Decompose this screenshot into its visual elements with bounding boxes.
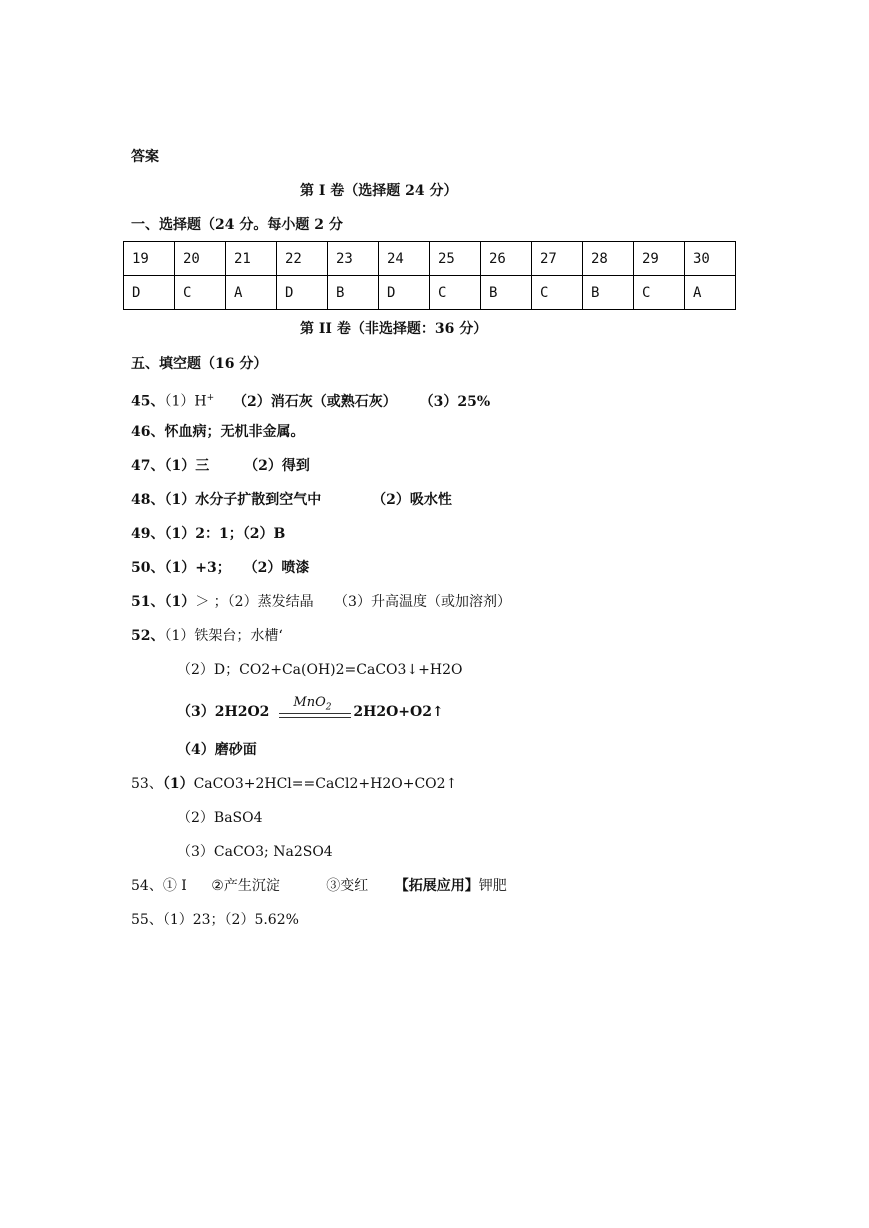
table-cell: A <box>226 276 277 310</box>
table-cell: C <box>175 276 226 310</box>
answer-48: 48、（1）水分子扩散到空气中 （2）吸水性 <box>131 492 452 508</box>
table-cell: B <box>328 276 379 310</box>
answer-45: 45、（1）H+ （2）消石灰（或熟石灰） （3）25% <box>131 393 491 410</box>
part2-heading: 第 II 卷（非选择题：36 分） <box>300 321 488 337</box>
answer-52-part2: （2）D；CO2+Ca(OH)2=CaCO3↓+H2O <box>177 662 463 678</box>
table-cell: 29 <box>634 242 685 276</box>
section1-heading: 一、选择题（24 分。每小题 2 分 <box>131 217 343 233</box>
table-cell: 19 <box>124 242 175 276</box>
answer-49: 49、（1）2：1；（2）B <box>131 526 286 542</box>
reaction-condition-arrow <box>279 695 351 721</box>
question-number: 48、 <box>131 492 165 508</box>
table-cell: 20 <box>175 242 226 276</box>
part1-heading: 第 I 卷（选择题 24 分） <box>300 183 458 199</box>
answer-52-part1: 52、（1）铁架台；水槽‘ <box>131 628 283 644</box>
answer-54: 54、① I ②产生沉淀 ③变红 【拓展应用】钾肥 <box>131 878 507 894</box>
answer-52-part3: （3）2H2O2 MnO$_2$ 2H2O+O2↑ <box>177 695 444 720</box>
table-row-numbers <box>124 242 736 276</box>
table-cell: 21 <box>226 242 277 276</box>
table-cell: B <box>583 276 634 310</box>
question-number: 45、 <box>131 393 165 410</box>
question-number: 52、 <box>131 628 165 644</box>
answer-50: 50、（1）+3； （2）喷漆 <box>131 560 310 576</box>
table-cell: 27 <box>532 242 583 276</box>
table-cell: B <box>481 276 532 310</box>
table-cell: C <box>430 276 481 310</box>
section5-heading: 五、填空题（16 分） <box>131 356 268 372</box>
table-cell: 25 <box>430 242 481 276</box>
question-number: 51、 <box>131 594 165 610</box>
table-cell: 28 <box>583 242 634 276</box>
answer-55: 55、（1）23；（2）5.62% <box>131 912 299 928</box>
answer-47: 47、（1）三 （2）得到 <box>131 458 310 474</box>
page-title: 答案 <box>131 149 159 165</box>
answer-53-part2: （2）BaSO4 <box>177 810 263 826</box>
question-number: 50、 <box>131 560 165 576</box>
table-cell: 26 <box>481 242 532 276</box>
question-number: 47、 <box>131 458 165 474</box>
answer-51: 51、（1）＞ ；（2）蒸发结晶 （3）升高温度（或加溶剂） <box>131 594 511 610</box>
table-cell: 30 <box>685 242 736 276</box>
table-row-answers <box>124 276 736 310</box>
table-cell: D <box>379 276 430 310</box>
table-cell: C <box>634 276 685 310</box>
table-cell: A <box>685 276 736 310</box>
table-cell: 22 <box>277 242 328 276</box>
table-cell: D <box>124 276 175 310</box>
table-cell: C <box>532 276 583 310</box>
catalyst-label: MnO$_2$ <box>293 695 332 713</box>
answer-table <box>123 241 736 310</box>
table-cell: D <box>277 276 328 310</box>
question-number: 53、 <box>131 776 163 792</box>
table-cell: 24 <box>379 242 430 276</box>
question-number: 54、 <box>131 878 163 894</box>
answer-52-part4: （4）磨砂面 <box>177 742 257 758</box>
answer-46: 46、怀血病；无机非金属。 <box>131 424 305 440</box>
answer-53-part1: 53、（1）CaCO3+2HCl==CaCl2+H2O+CO2↑ <box>131 776 458 792</box>
table-cell: 23 <box>328 242 379 276</box>
answer-53-part3: （3）CaCO3; Na2SO4 <box>177 844 333 860</box>
